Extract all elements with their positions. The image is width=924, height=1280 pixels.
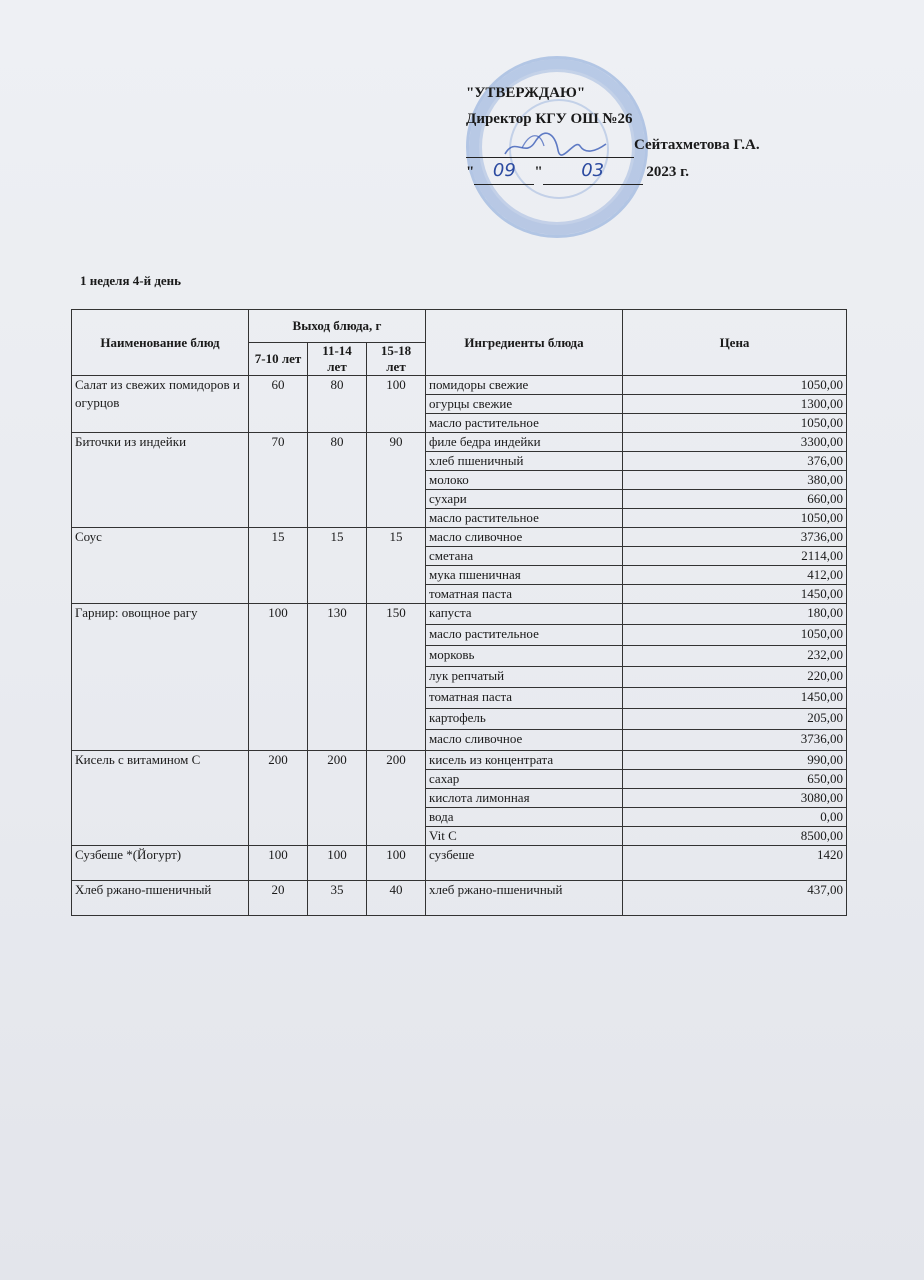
yield-11-14: 100: [308, 846, 367, 881]
date-year: 2023 г.: [646, 164, 690, 180]
approval-signature-line: [466, 132, 760, 158]
ingredient-price: 2114,00: [623, 547, 847, 566]
ingredient-price: 205,00: [623, 709, 847, 730]
dish-name: Кисель с витамином С: [72, 751, 249, 846]
table-row: [72, 376, 847, 395]
header-ingredients: Ингредиенты блюда: [426, 310, 623, 376]
dish-name: Соус: [72, 528, 249, 604]
ingredient-name: молоко: [426, 471, 623, 490]
yield-11-14: 15: [308, 528, 367, 604]
ingredient-price: 1050,00: [623, 414, 847, 433]
header-yield: Выход блюда, г: [249, 310, 426, 343]
approval-name: Сейтахметова Г.А.: [634, 137, 760, 153]
ingredient-name: сахар: [426, 770, 623, 789]
approval-title: "УТВЕРЖДАЮ": [466, 85, 586, 101]
header-age-15-18: 15-18 лет: [367, 343, 426, 376]
ingredient-price: 380,00: [623, 471, 847, 490]
ingredient-name: сузбеше: [426, 846, 623, 881]
ingredient-name: кислота лимонная: [426, 789, 623, 808]
ingredient-name: масло сливочное: [426, 528, 623, 547]
yield-15-18: 40: [367, 881, 426, 916]
yield-15-18: 100: [367, 846, 426, 881]
approval-position: Директор КГУ ОШ №26: [466, 111, 633, 127]
ingredient-name: лук репчатый: [426, 667, 623, 688]
ingredient-name: хлеб ржано-пшеничный: [426, 881, 623, 916]
table-row: [72, 528, 847, 547]
ingredient-price: 1300,00: [623, 395, 847, 414]
ingredient-name: картофель: [426, 709, 623, 730]
yield-7-10: 100: [249, 604, 308, 751]
yield-7-10: 200: [249, 751, 308, 846]
header-age-11-14: 11-14 лет: [308, 343, 367, 376]
yield-7-10: 15: [249, 528, 308, 604]
ingredient-name: сухари: [426, 490, 623, 509]
ingredient-price: 0,00: [623, 808, 847, 827]
ingredient-name: масло растительное: [426, 625, 623, 646]
dish-name: Гарнир: овощное рагу: [72, 604, 249, 751]
yield-7-10: 100: [249, 846, 308, 881]
ingredient-name: капуста: [426, 604, 623, 625]
date-quote-close: ": [534, 164, 543, 180]
ingredient-name: филе бедра индейки: [426, 433, 623, 452]
header-age-7-10: 7-10 лет: [249, 343, 308, 376]
ingredient-price: 1420: [623, 846, 847, 881]
ingredient-name: сметана: [426, 547, 623, 566]
dish-name: Хлеб ржано-пшеничный: [72, 881, 249, 916]
ingredient-price: 3300,00: [623, 433, 847, 452]
ingredient-price: 3080,00: [623, 789, 847, 808]
yield-15-18: 15: [367, 528, 426, 604]
ingredient-price: 412,00: [623, 566, 847, 585]
ingredient-name: Vit C: [426, 827, 623, 846]
ingredient-name: томатная паста: [426, 688, 623, 709]
yield-7-10: 20: [249, 881, 308, 916]
date-quote-open: ": [466, 164, 475, 180]
yield-11-14: 35: [308, 881, 367, 916]
approval-date: [466, 158, 760, 185]
approval-block: [466, 80, 760, 185]
ingredient-price: 437,00: [623, 881, 847, 916]
ingredient-name: мука пшеничная: [426, 566, 623, 585]
ingredient-name: томатная паста: [426, 585, 623, 604]
ingredient-price: 1050,00: [623, 376, 847, 395]
table-row: [72, 846, 847, 881]
ingredient-name: масло растительное: [426, 509, 623, 528]
ingredient-price: 376,00: [623, 452, 847, 471]
ingredient-name: кисель из концентрата: [426, 751, 623, 770]
yield-7-10: 60: [249, 376, 308, 433]
ingredient-name: масло растительное: [426, 414, 623, 433]
ingredient-price: 3736,00: [623, 730, 847, 751]
table-row: [72, 604, 847, 625]
yield-11-14: 80: [308, 376, 367, 433]
dish-name: Биточки из индейки: [72, 433, 249, 528]
yield-15-18: 200: [367, 751, 426, 846]
yield-11-14: 80: [308, 433, 367, 528]
week-day-label: 1 неделя 4-й день: [80, 273, 182, 288]
ingredient-price: 3736,00: [623, 528, 847, 547]
yield-15-18: 100: [367, 376, 426, 433]
ingredient-name: вода: [426, 808, 623, 827]
table-row: [72, 751, 847, 770]
ingredient-price: 990,00: [623, 751, 847, 770]
yield-11-14: 200: [308, 751, 367, 846]
dish-name: Сузбеше *(Йогурт): [72, 846, 249, 881]
header-price: Цена: [623, 310, 847, 376]
ingredient-name: помидоры свежие: [426, 376, 623, 395]
table-row: [72, 881, 847, 916]
menu-table-body: [72, 376, 847, 916]
ingredient-name: огурцы свежие: [426, 395, 623, 414]
yield-11-14: 130: [308, 604, 367, 751]
yield-15-18: 150: [367, 604, 426, 751]
date-day: 09: [474, 158, 534, 185]
ingredient-price: 220,00: [623, 667, 847, 688]
ingredient-price: 1450,00: [623, 688, 847, 709]
date-month: 03: [543, 158, 643, 185]
ingredient-name: масло сливочное: [426, 730, 623, 751]
ingredient-price: 1450,00: [623, 585, 847, 604]
signature-underline: [466, 141, 634, 158]
ingredient-price: 8500,00: [623, 827, 847, 846]
header-dish-name: Наименование блюд: [72, 310, 249, 376]
ingredient-name: морковь: [426, 646, 623, 667]
ingredient-price: 180,00: [623, 604, 847, 625]
yield-15-18: 90: [367, 433, 426, 528]
ingredient-price: 1050,00: [623, 625, 847, 646]
dish-name: Салат из свежих помидоров и огурцов: [72, 376, 249, 433]
ingredient-price: 660,00: [623, 490, 847, 509]
menu-table: [71, 309, 847, 916]
ingredient-price: 232,00: [623, 646, 847, 667]
table-row: [72, 433, 847, 452]
ingredient-name: хлеб пшеничный: [426, 452, 623, 471]
ingredient-price: 650,00: [623, 770, 847, 789]
ingredient-price: 1050,00: [623, 509, 847, 528]
yield-7-10: 70: [249, 433, 308, 528]
